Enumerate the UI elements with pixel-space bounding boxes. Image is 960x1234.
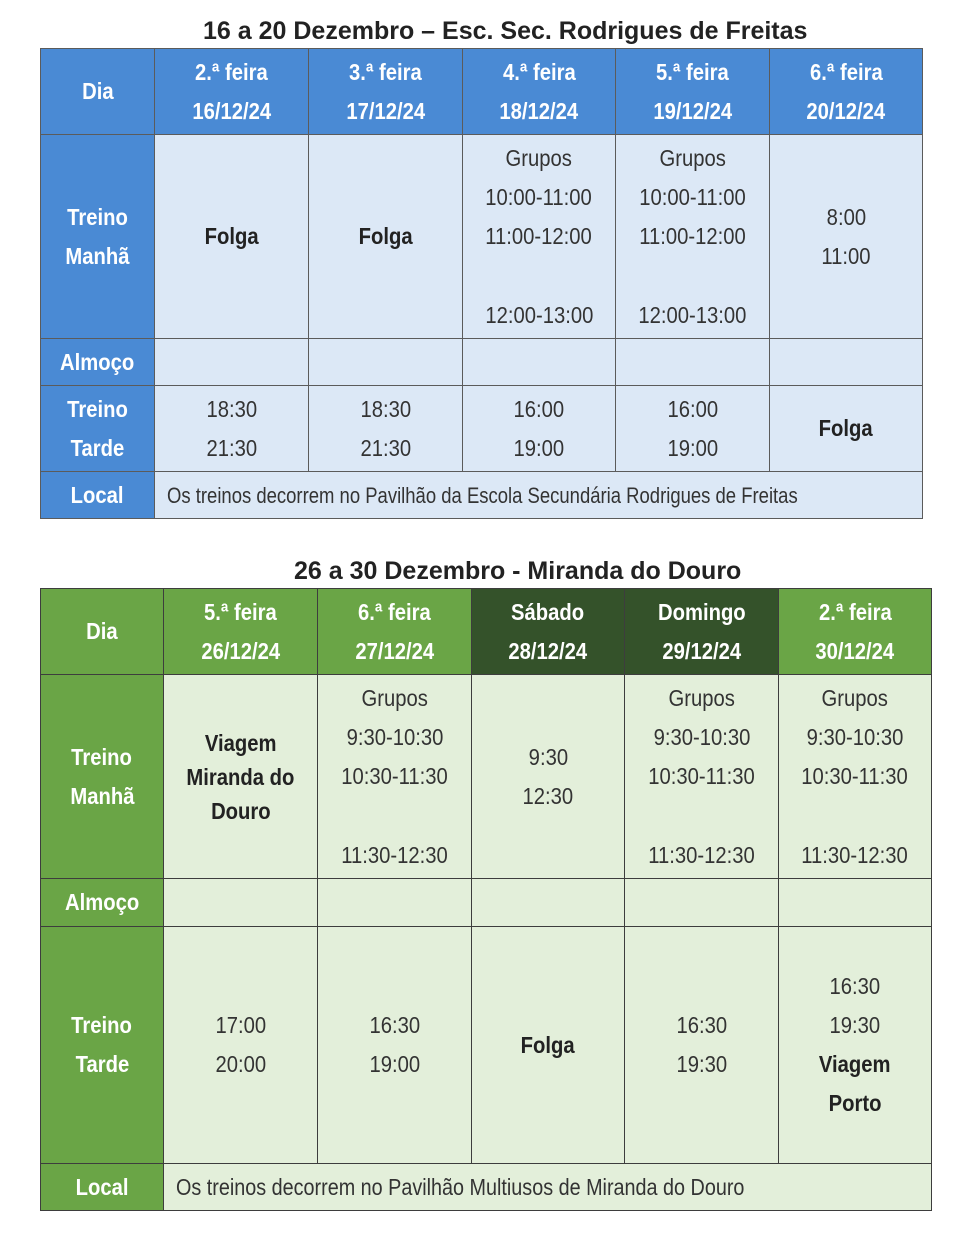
afternoon-cell-time: 16:00 19:00 [463, 386, 616, 472]
row-label-treino-tarde: Treino Tarde [41, 927, 164, 1164]
row-label-treino-tarde: Treino Tarde [41, 386, 155, 472]
morning-cell-groups: Grupos 10:00-11:00 11:00-12:00 12:00-13:00 [616, 135, 770, 339]
afternoon-cell-time: 16:30 19:30 [625, 927, 779, 1164]
row-label-treino-manha: Treino Manhã [41, 675, 164, 879]
lunch-cell [164, 879, 318, 927]
morning-cell-groups: Grupos 9:30-10:30 10:30-11:30 11:30-12:30 [625, 675, 779, 879]
week1-header-row [41, 49, 923, 135]
day-header: 4.ª feira 18/12/24 [463, 49, 616, 135]
morning-cell-folga: Folga [155, 135, 309, 339]
week1-local-row [41, 472, 923, 519]
lunch-cell [463, 339, 616, 386]
row-label-dia: Dia [41, 49, 155, 135]
local-description: Os treinos decorrem no Pavilhão da Escola Secundária Rodrigues de Freitas [155, 472, 923, 519]
morning-cell-time: 9:30 12:30 [472, 675, 625, 879]
week2-morning-row [41, 675, 932, 879]
lunch-cell [318, 879, 472, 927]
day-header: 3.ª feira 17/12/24 [309, 49, 463, 135]
row-label-almoco: Almoço [41, 879, 164, 927]
day-header: 2.ª feira 16/12/24 [155, 49, 309, 135]
week2-title: 26 a 30 Dezembro - Miranda do Douro [294, 557, 742, 585]
morning-cell-travel: Viagem Miranda do Douro [164, 675, 318, 879]
afternoon-cell-folga: Folga [472, 927, 625, 1164]
row-label-dia: Dia [41, 589, 164, 675]
lunch-cell [625, 879, 779, 927]
week1-title: 16 a 20 Dezembro – Esc. Sec. Rodrigues de Freitas [203, 17, 808, 45]
afternoon-cell-time: 16:30 19:00 [318, 927, 472, 1164]
morning-cell-groups: Grupos 10:00-11:00 11:00-12:00 12:00-13:00 [463, 135, 616, 339]
morning-cell-groups: Grupos 9:30-10:30 10:30-11:30 11:30-12:30 [779, 675, 932, 879]
week1-afternoon-row [41, 386, 923, 472]
morning-cell-groups: Grupos 9:30-10:30 10:30-11:30 11:30-12:30 [318, 675, 472, 879]
afternoon-cell-time: 18:30 21:30 [309, 386, 463, 472]
week2-afternoon-row [41, 927, 932, 1164]
lunch-cell [770, 339, 923, 386]
lunch-cell [155, 339, 309, 386]
afternoon-cell-time-travel: 16:30 19:30 Viagem Porto [779, 927, 932, 1164]
local-description: Os treinos decorrem no Pavilhão Multiusos de Miranda do Douro [164, 1164, 932, 1211]
day-header: 6.ª feira 27/12/24 [318, 589, 472, 675]
week2-lunch-row [41, 879, 932, 927]
day-header-weekend: Domingo 29/12/24 [625, 589, 779, 675]
morning-cell-time: 8:00 11:00 [770, 135, 923, 339]
lunch-cell [779, 879, 932, 927]
afternoon-cell-folga: Folga [770, 386, 923, 472]
week1-lunch-row [41, 339, 923, 386]
week1-morning-row [41, 135, 923, 339]
lunch-cell [616, 339, 770, 386]
row-label-almoco: Almoço [41, 339, 155, 386]
row-label-local: Local [41, 472, 155, 519]
row-label-treino-manha: Treino Manhã [41, 135, 155, 339]
week2-header-row [41, 589, 932, 675]
morning-cell-folga: Folga [309, 135, 463, 339]
travel-note: Viagem [819, 1051, 891, 1077]
afternoon-cell-time: 16:00 19:00 [616, 386, 770, 472]
lunch-cell [472, 879, 625, 927]
afternoon-cell-time: 17:00 20:00 [164, 927, 318, 1164]
week1-schedule-table [40, 48, 923, 519]
week2-schedule-table [40, 588, 932, 1211]
day-header: 6.ª feira 20/12/24 [770, 49, 923, 135]
day-header: 2.ª feira 30/12/24 [779, 589, 932, 675]
travel-note: Porto [828, 1090, 882, 1116]
day-header: 5.ª feira 19/12/24 [616, 49, 770, 135]
day-header: 5.ª feira 26/12/24 [164, 589, 318, 675]
row-label-local: Local [41, 1164, 164, 1211]
week2-local-row [41, 1164, 932, 1211]
day-header-weekend: Sábado 28/12/24 [472, 589, 625, 675]
lunch-cell [309, 339, 463, 386]
afternoon-cell-time: 18:30 21:30 [155, 386, 309, 472]
